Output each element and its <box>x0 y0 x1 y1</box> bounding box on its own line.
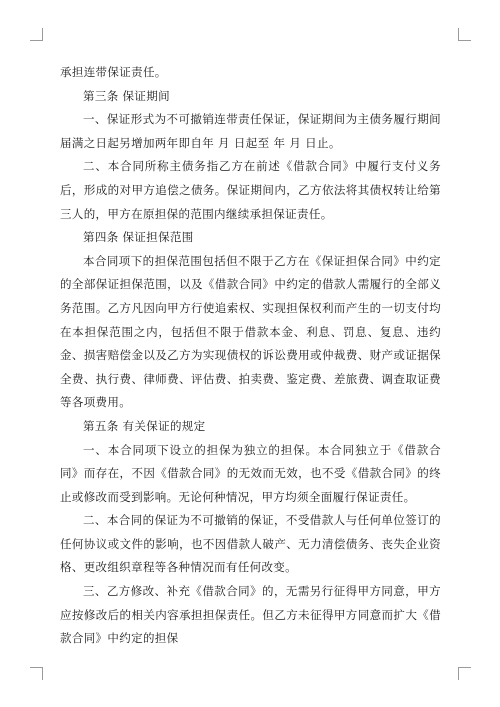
article-3-clause-1: 一、保证形式为不可撤销连带责任保证，保证期间为主债务履行期间届满之日起另增加两年即自年 月 日起至 年 月 日止。 <box>60 112 441 150</box>
crop-mark-top-right <box>458 28 471 41</box>
crop-mark-bottom-right <box>458 667 471 680</box>
article-5-clause-3: 三、乙方修改、补充《借款合同》的，无需另行征得甲方同意，甲方应按修改后的相关内容承担担保责任。但乙方未征得甲方同意而扩大《借款合同》中约定的担保 <box>60 584 441 646</box>
article-4-body: 本合同项下的担保范围包括但不限于乙方在《保证担保合同》中约定的全部保证担保范围，以及《借款合同》中约定的借款人需履行的全部义务范围。乙方凡因向甲方行使追索权、实现担保权利而产生的一切支付均在本担保范围之内，包括但不限于借款本金、利息、罚息、复息、违约金、损害赔偿金以及乙方为实现债权的诉讼费用或仲裁费、财产或证据保全费、执行费、律师费、评估费、拍卖费、鉴定费、差旅费、调查取证费等各项费用。 <box>60 253 441 410</box>
paragraph-continuation: 承担连带保证责任。 <box>60 65 167 79</box>
article-3-clause-2: 二、本合同所称主债务指乙方在前述《借款合同》中履行支付义务后，形成的对甲方追偿之债务。保证期间内，乙方依法将其债权转让给第三人的，甲方在原担保的范围内继续承担保证责任。 <box>60 159 441 221</box>
crop-mark-top-left <box>30 28 43 41</box>
article-5-clause-1: 一、本合同项下设立的担保为独立的担保。本合同独立于《借款合同》而存在，不因《借款合同》的无效而无效，也不受《借款合同》的终止或修改而受到影响。无论何种情况，甲方均须全面履行保证责任。 <box>60 442 441 504</box>
article-5-clause-2: 二、本合同的保证为不可撤销的保证，不受借款人与任何单位签订的任何协议或文件的影响，也不因借款人破产、无力清偿债务、丧失企业资格、更改组织章程等各种情况而有任何改变。 <box>60 513 441 575</box>
document-body <box>60 61 441 651</box>
article-4-heading: 第四条 保证担保范围 <box>83 230 194 245</box>
article-5-heading: 第五条 有关保证的规定 <box>83 418 206 433</box>
crop-mark-bottom-left <box>30 667 43 680</box>
article-3-heading: 第三条 保证期间 <box>83 88 170 103</box>
